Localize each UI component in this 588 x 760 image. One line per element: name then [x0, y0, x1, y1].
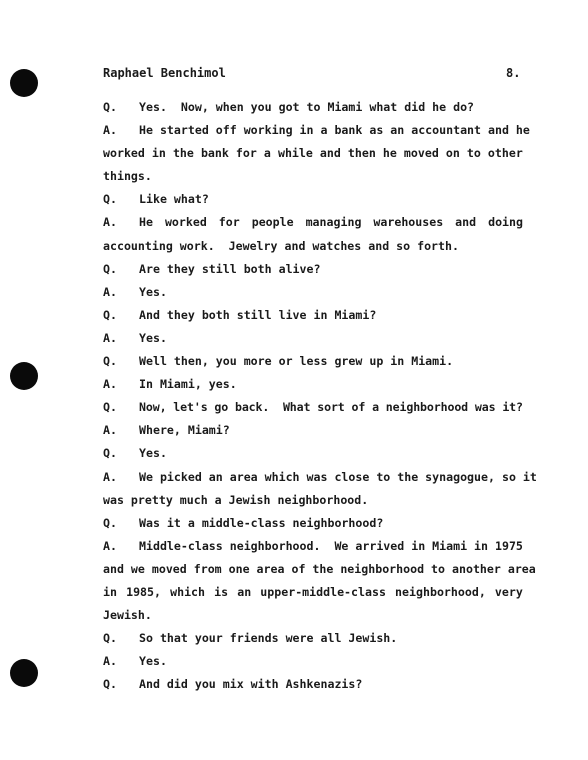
- transcript-line: [103, 211, 523, 234]
- speaker-label: Q.: [103, 446, 117, 461]
- transcript-line: [103, 466, 537, 489]
- line-text: He worked for people managing warehouses and doing: [139, 215, 524, 230]
- transcript-line: [103, 419, 523, 442]
- line-text: Are they still both alive?: [139, 261, 321, 276]
- punch-hole-bottom: [10, 659, 38, 687]
- line-text: accounting work. Jewelry and watches and so forth.: [103, 238, 459, 253]
- transcript-line: [103, 304, 523, 327]
- speaker-label: A.: [103, 654, 117, 669]
- transcript-line: [103, 350, 523, 373]
- transcript-line: [103, 188, 523, 211]
- line-text: Yes.: [139, 284, 167, 299]
- line-text: Now, let's go back. What sort of a neighborhood was it?: [139, 400, 523, 415]
- line-text: Where, Miami?: [139, 423, 230, 438]
- line-text: And did you mix with Ashkenazis?: [139, 677, 363, 692]
- transcript-line: [103, 673, 523, 696]
- punch-hole-top: [10, 69, 38, 97]
- speaker-label: Q.: [103, 192, 117, 207]
- line-text: Yes.: [139, 654, 167, 669]
- speaker-label: A.: [103, 330, 117, 345]
- line-text: Yes. Now, when you got to Miami what did he do?: [139, 100, 475, 114]
- line-text: Middle-class neighborhood. We arrived in Miami in 1975: [139, 538, 523, 553]
- transcript-line: [103, 281, 523, 304]
- speaker-label: Q.: [103, 307, 117, 322]
- line-text: worked in the bank for a while and then he moved on to other: [103, 146, 523, 161]
- speaker-label: A.: [103, 123, 117, 138]
- transcript-line: [103, 489, 523, 512]
- speaker-label: A.: [103, 538, 117, 553]
- line-text: Yes.: [139, 330, 167, 345]
- transcript-line: [103, 165, 523, 188]
- transcript-line: [103, 142, 523, 165]
- transcript-line: [103, 258, 523, 281]
- transcript-line: [103, 96, 523, 119]
- transcript-line: [103, 373, 523, 396]
- line-text: Jewish.: [103, 608, 152, 623]
- line-text: Was it a middle-class neighborhood?: [139, 515, 384, 530]
- transcript-line: [103, 396, 523, 419]
- transcript-line: [103, 558, 536, 581]
- line-text: things.: [103, 169, 152, 184]
- transcript-line: [103, 535, 523, 558]
- line-text: was pretty much a Jewish neighborhood.: [103, 492, 369, 507]
- speaker-label: A.: [103, 215, 117, 230]
- transcript-line: [103, 327, 523, 350]
- speaker-label: A.: [103, 377, 117, 392]
- transcript-line: [103, 512, 523, 535]
- line-text: in 1985, which is an upper-middle-class neighborhood, very: [103, 584, 523, 599]
- line-text: In Miami, yes.: [139, 377, 237, 392]
- line-text: And they both still live in Miami?: [139, 307, 377, 322]
- line-text: Well then, you more or less grew up in Miami.: [139, 354, 454, 369]
- header-interviewee-name: Raphael Benchimol: [103, 66, 226, 80]
- punch-hole-middle: [10, 362, 38, 390]
- line-text: Yes.: [139, 446, 167, 461]
- transcript-line: [103, 442, 523, 465]
- page-number: 8.: [506, 66, 521, 80]
- line-text: He started off working in a bank as an accountant and he: [139, 123, 530, 138]
- speaker-label: Q.: [103, 100, 117, 114]
- speaker-label: Q.: [103, 631, 117, 646]
- transcript-line: [103, 650, 523, 673]
- speaker-label: Q.: [103, 354, 117, 369]
- transcript-line: [103, 627, 523, 650]
- speaker-label: Q.: [103, 261, 117, 276]
- transcript-line: [103, 235, 523, 258]
- transcript-body: [103, 96, 537, 696]
- line-text: So that your friends were all Jewish.: [139, 631, 398, 646]
- speaker-label: Q.: [103, 400, 117, 415]
- speaker-label: Q.: [103, 515, 117, 530]
- line-text: We picked an area which was close to the synagogue, so it: [139, 469, 537, 484]
- speaker-label: Q.: [103, 677, 117, 692]
- speaker-label: A.: [103, 284, 117, 299]
- speaker-label: A.: [103, 469, 117, 484]
- transcript-line: [103, 119, 530, 142]
- line-text: Like what?: [139, 192, 209, 207]
- transcript-line: [103, 581, 523, 604]
- transcript-line: [103, 604, 523, 627]
- line-text: and we moved from one area of the neighborhood to another area: [103, 561, 536, 576]
- speaker-label: A.: [103, 423, 117, 438]
